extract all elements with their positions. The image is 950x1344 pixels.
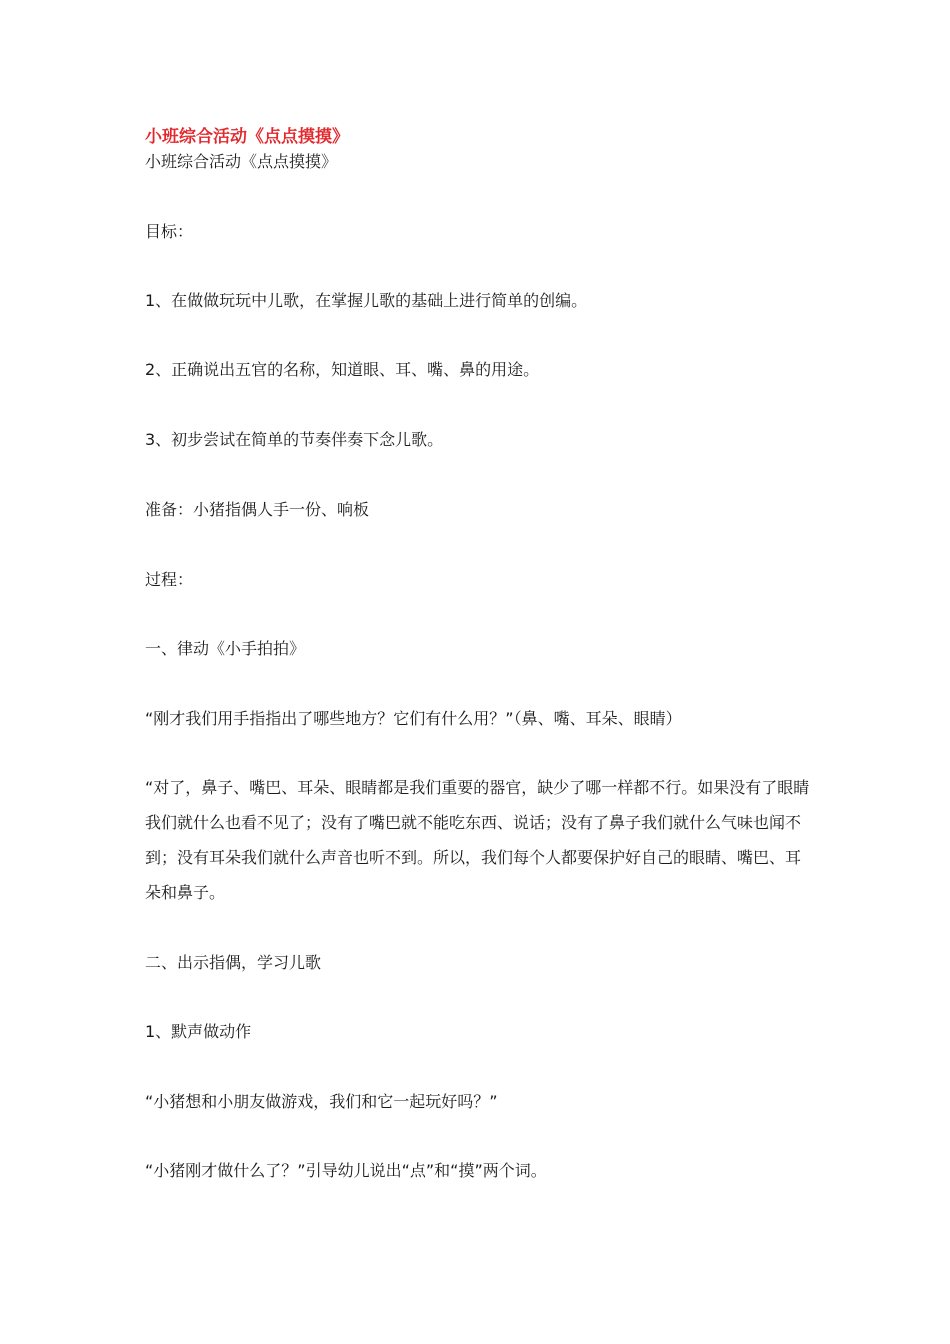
paragraph-goals-heading: 目标： [145,222,194,241]
paragraph-goal-1: 1、在做做玩玩中儿歌，在掌握儿歌的基础上进行简单的创编。 [145,291,588,310]
document-subtitle: 小班综合活动《点点摸摸》 [145,152,338,171]
paragraph-section-2: 二、出示指偶，学习儿歌 [145,953,322,972]
paragraph-section-1: 一、律动《小手拍拍》 [145,639,306,658]
paragraph-question-1: “刚才我们用手指指出了哪些地方？它们有什么用？”（鼻、嘴、耳朵、眼睛） [145,709,682,728]
paragraph-step-1: 1、默声做动作 [145,1022,252,1041]
paragraph-question-3: “小猪刚才做什么了？”引导幼儿说出“点”和“摸”两个词。 [145,1161,547,1180]
paragraph-question-2: “小猪想和小朋友做游戏，我们和它一起玩好吗？” [145,1092,498,1111]
document-title: 小班综合活动《点点摸摸》 [145,127,349,147]
paragraph-goal-3: 3、初步尝试在简单的节奏伴奏下念儿歌。 [145,430,444,449]
paragraph-process-heading: 过程： [145,570,194,589]
paragraph-goal-2: 2、正确说出五官的名称，知道眼、耳、嘴、鼻的用途。 [145,360,540,379]
paragraph-preparation: 准备：小猪指偶人手一份、响板 [145,500,370,519]
paragraph-explanation: “对了，鼻子、嘴巴、耳朵、眼睛都是我们重要的器官，缺少了哪一样都不行。如果没有了眼睛我们就什么也看不见了；没有了嘴巴就不能吃东西、说话；没有了鼻子我们就什么气味也闻不到；没有耳朵我们就什么声音也听不到。所以，我们每个人都要保护好自己的眼睛、嘴巴、耳朵和鼻子。 [145,778,810,902]
